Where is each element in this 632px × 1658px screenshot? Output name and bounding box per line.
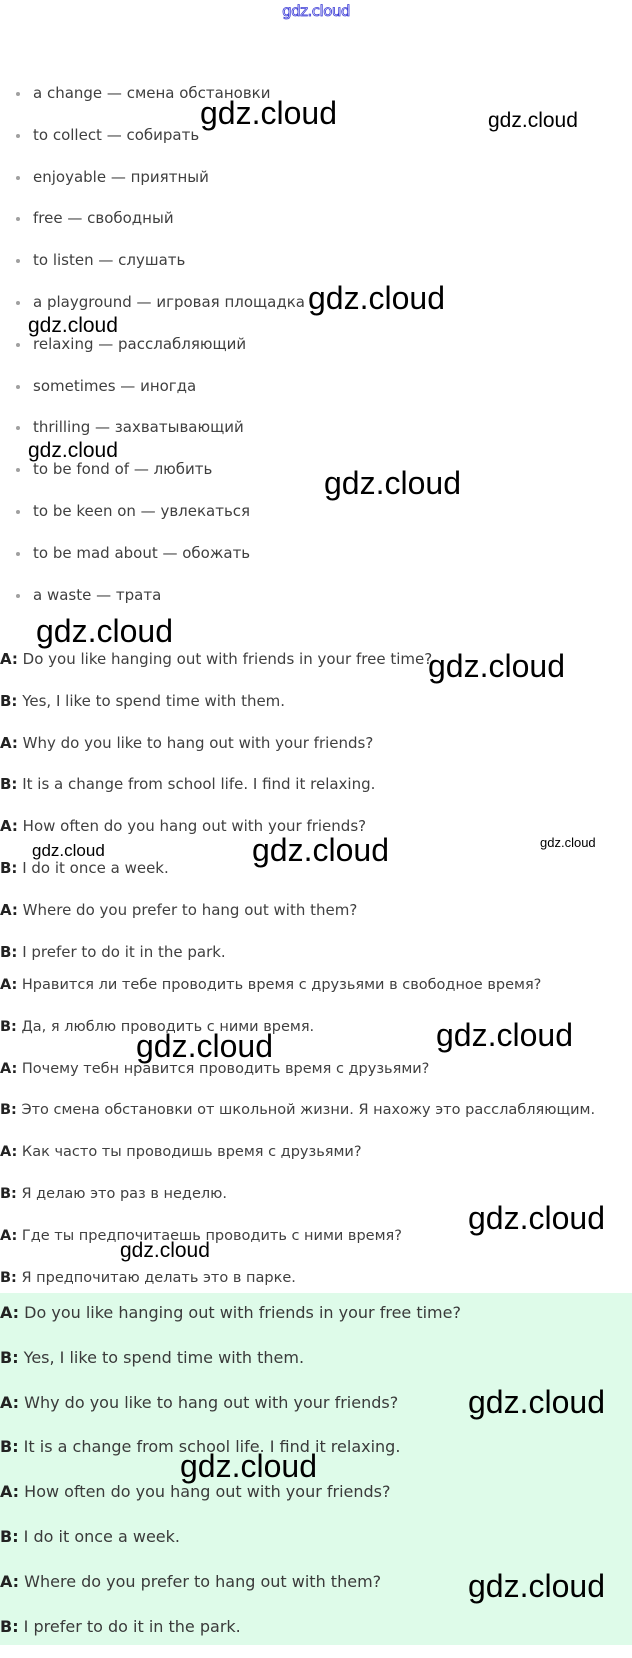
bullet-icon <box>16 385 20 389</box>
list-item <box>0 538 632 580</box>
speaker-label: A: <box>0 733 18 752</box>
watermark: gdz.cloud <box>200 95 337 131</box>
speaker-label: A: <box>0 1144 18 1161</box>
watermark: gdz.cloud <box>180 1448 317 1484</box>
dialogue-line <box>0 1300 632 1345</box>
list-item <box>0 162 632 204</box>
speaker-label: A: <box>0 1571 20 1591</box>
watermark: gdz.cloud <box>136 1028 273 1064</box>
speaker-label: A: <box>0 1303 20 1322</box>
vocab-entry: a playground — игровая площадка <box>33 292 305 311</box>
vocab-entry: relaxing — расслабляющий <box>33 334 247 353</box>
vocab-entry: a change — смена обстановки <box>33 84 271 102</box>
dialogue-text: Как часто ты проводишь время с друзьями? <box>17 1144 362 1161</box>
speaker-label: B: <box>0 1018 17 1035</box>
bullet-icon <box>16 92 20 96</box>
bullet-icon <box>16 468 20 472</box>
watermark: gdz.cloud <box>28 314 118 337</box>
dialogue-text: Нравится ли тебе проводить время с друзьями в свободное время? <box>17 977 542 993</box>
dialogue-text: I prefer to do it in the park. <box>17 942 226 961</box>
speaker-label: B: <box>0 1185 17 1202</box>
speaker-label: A: <box>0 900 18 919</box>
site-logo[interactable]: gdz.cloud <box>282 2 350 20</box>
dialogue-line <box>0 730 632 772</box>
dialogue-line <box>0 771 632 813</box>
watermark: gdz.cloud <box>36 613 173 649</box>
bullet-icon <box>16 134 20 138</box>
watermark: gdz.cloud <box>324 465 461 501</box>
dialogue-line <box>0 1345 632 1390</box>
vocab-entry: free — свободный <box>33 209 174 228</box>
speaker-label: B: <box>0 858 18 877</box>
dialogue-text: Where do you prefer to hang out with them? <box>17 900 358 919</box>
vocab-entry: to listen — слушать <box>33 251 186 270</box>
speaker-label: A: <box>0 1060 18 1077</box>
dialogue-text: It is a change from school life. I find it relaxing. <box>18 1437 401 1457</box>
dialogue-text: Yes, I like to spend time with them. <box>17 691 286 710</box>
speaker-label: B: <box>0 1616 19 1636</box>
watermark: gdz.cloud <box>308 280 445 316</box>
watermark: gdz.cloud <box>252 832 389 868</box>
speaker-label: A: <box>0 1392 20 1412</box>
vocab-entry: to be keen on — увлекаться <box>33 501 251 520</box>
speaker-label: B: <box>0 1526 19 1546</box>
speaker-label: A: <box>0 1227 18 1244</box>
vocab-entry: to be fond of — любить <box>33 460 213 479</box>
vocab-entry: sometimes — иногда <box>33 376 197 395</box>
bullet-icon <box>16 510 20 514</box>
speaker-label: B: <box>0 942 18 961</box>
speaker-label: B: <box>0 1347 19 1367</box>
watermark: gdz.cloud <box>488 109 578 132</box>
dialogue-text: Да, я люблю проводить с ними время. <box>16 1018 315 1035</box>
watermark: gdz.cloud <box>468 1568 605 1604</box>
vocab-entry: thrilling — захватывающий <box>33 418 244 437</box>
dialogue-text: It is a change from school life. I find it relaxing. <box>17 775 376 794</box>
dialogue-line <box>0 688 632 730</box>
dialogue-line <box>0 1056 632 1098</box>
dialogue-text: Где ты предпочитаешь проводить с ними время? <box>17 1227 402 1244</box>
watermark: gdz.cloud <box>28 439 118 462</box>
speaker-label: B: <box>0 775 18 794</box>
watermark: gdz.cloud <box>468 1200 605 1236</box>
dialogue-text: I do it once a week. <box>17 858 169 877</box>
dialogue-line <box>0 1524 632 1569</box>
speaker-label: B: <box>0 691 18 710</box>
vocab-entry: to collect — собирать <box>33 125 200 144</box>
dialogue-line <box>0 1139 632 1181</box>
dialogue-text: Where do you prefer to hang out with them? <box>19 1571 382 1591</box>
list-item <box>0 496 632 538</box>
speaker-label: A: <box>0 650 18 668</box>
dialogue-text: Я предпочитаю делать это в парке. <box>16 1269 296 1286</box>
dialogue-text: Why do you like to hang out with your friends? <box>17 733 374 752</box>
dialogue-text: Do you like hanging out with friends in your free time? <box>17 650 433 668</box>
speaker-label: B: <box>0 1437 19 1457</box>
bullet-icon <box>16 176 20 180</box>
watermark: gdz.cloud <box>468 1384 605 1420</box>
dialogue-text: Почему тебн нравится проводить время с друзьями? <box>17 1060 430 1077</box>
bullet-icon <box>16 259 20 263</box>
speaker-label: B: <box>0 1269 17 1286</box>
dialogue-text: Yes, I like to spend time with them. <box>18 1347 305 1367</box>
dialogue-text: Do you like hanging out with friends in your free time? <box>19 1303 461 1322</box>
dialogue-line <box>0 1614 632 1658</box>
bullet-icon <box>16 426 20 430</box>
list-item <box>0 371 632 413</box>
speaker-label: A: <box>0 817 18 836</box>
watermark: gdz.cloud <box>436 1017 573 1053</box>
bullet-icon <box>16 217 20 221</box>
speaker-label: A: <box>0 977 18 993</box>
dialogue-text: How often do you hang out with your friends? <box>17 817 367 836</box>
dialogue-line <box>0 1479 632 1524</box>
dialogue-text: Это смена обстановки от школьной жизни. Я нахожу это расслабляющим. <box>16 1102 596 1119</box>
dialogue-text: I prefer to do it in the park. <box>18 1616 241 1636</box>
dialogue-text: How often do you hang out with your friends? <box>19 1482 391 1502</box>
bullet-icon <box>16 343 20 347</box>
dialogue-line <box>0 1097 632 1139</box>
dialogue-text: I do it once a week. <box>18 1526 180 1546</box>
speaker-label: B: <box>0 1102 17 1119</box>
dialogue-text: Why do you like to hang out with your friends? <box>19 1392 399 1412</box>
vocabulary-list <box>0 78 632 621</box>
vocab-entry: to be mad about — обожать <box>33 543 251 562</box>
vocab-entry: a waste — трата <box>33 585 162 604</box>
speaker-label: A: <box>0 1482 20 1502</box>
bullet-icon <box>16 594 20 598</box>
dialogue-text: Я делаю это раз в неделю. <box>16 1185 227 1202</box>
dialogue-english <box>0 646 632 980</box>
vocab-entry: enjoyable — приятный <box>33 167 209 186</box>
dialogue-line <box>0 897 632 939</box>
dialogue-line <box>0 972 632 1014</box>
watermark: gdz.cloud <box>540 835 596 850</box>
bullet-icon <box>16 552 20 556</box>
bullet-icon <box>16 301 20 305</box>
watermark: gdz.cloud <box>32 841 105 860</box>
watermark: gdz.cloud <box>428 648 565 684</box>
watermark: gdz.cloud <box>120 1239 210 1262</box>
list-item <box>0 203 632 245</box>
